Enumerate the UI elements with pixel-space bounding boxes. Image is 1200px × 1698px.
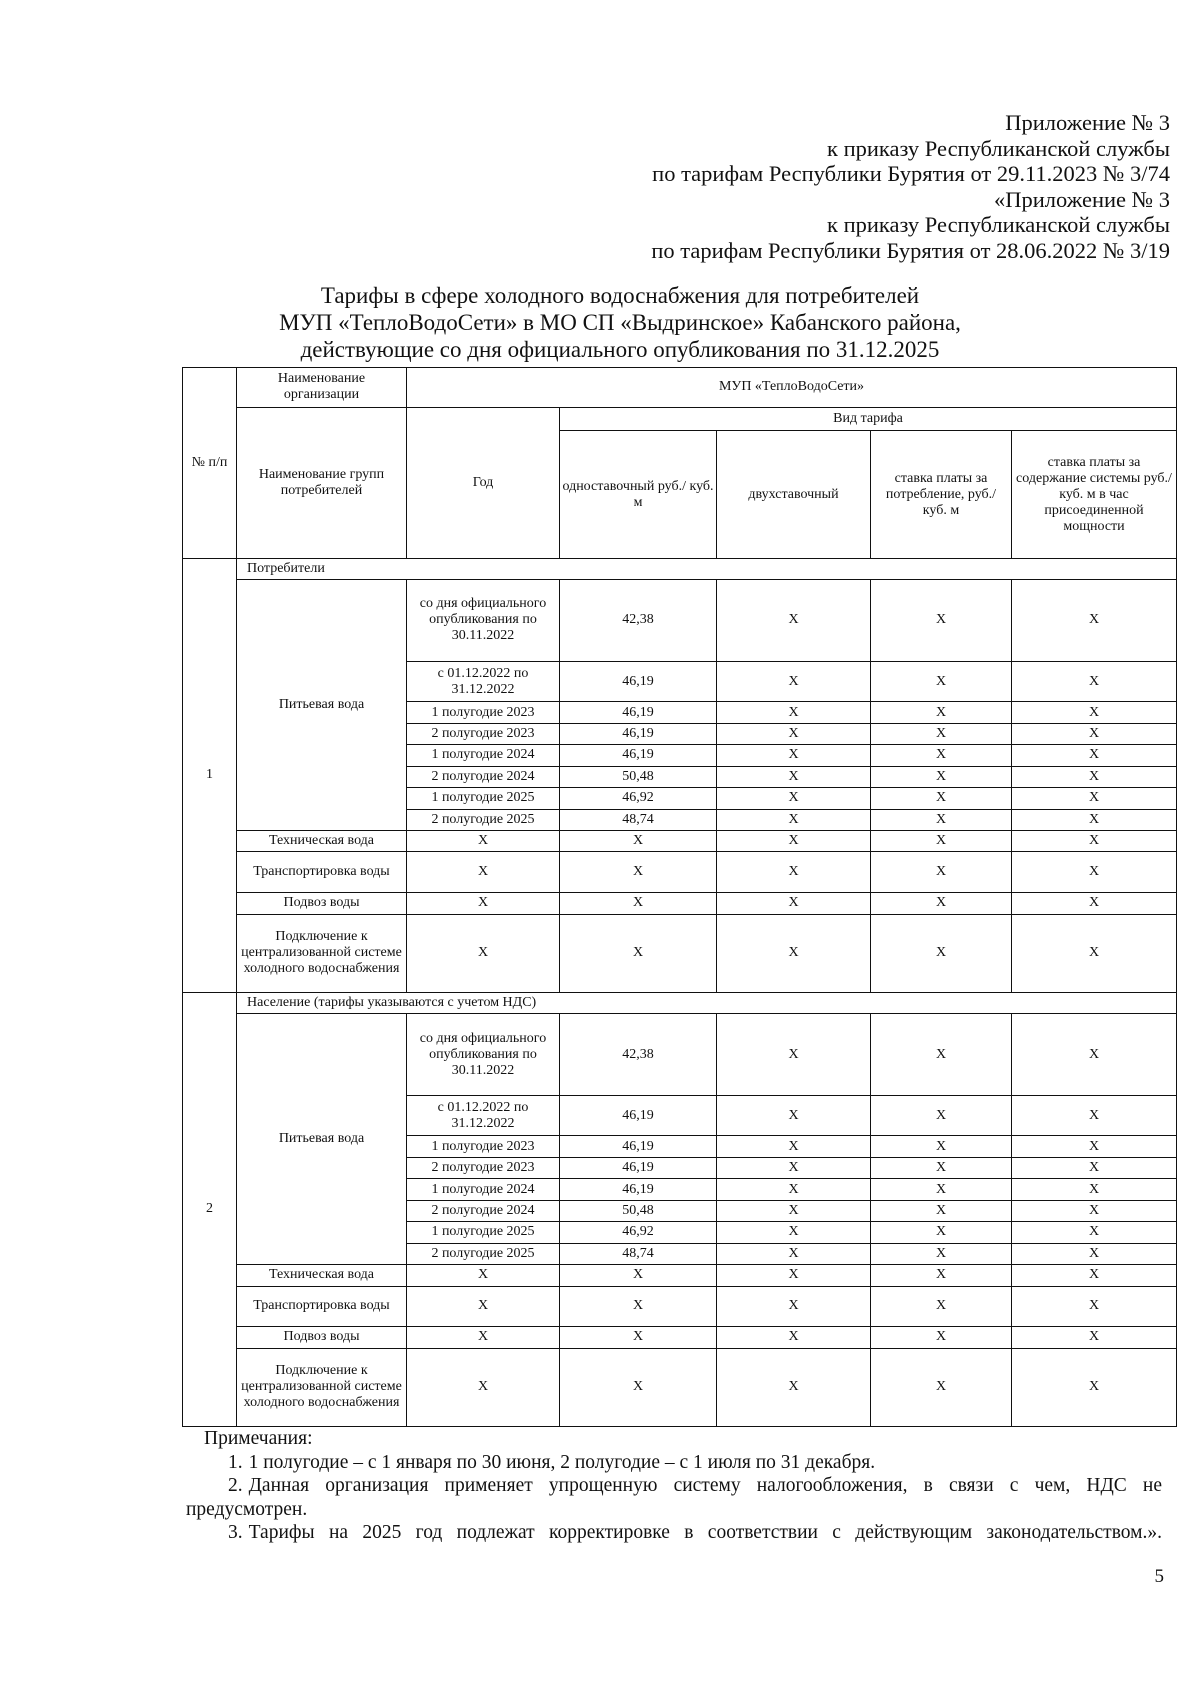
table-row (183, 1327, 1177, 1348)
one-rate-cell: Х (560, 1265, 717, 1286)
group-name-cell: Транспортировка воды (237, 1286, 407, 1327)
section-number: 1 (183, 558, 237, 992)
one-rate-cell: 46,19 (560, 1157, 717, 1178)
consumption-rate-cell: Х (871, 1136, 1012, 1157)
consumption-rate-cell: Х (871, 661, 1012, 702)
period-cell: Х (407, 831, 560, 852)
table-row (183, 1265, 1177, 1286)
capacity-rate-cell: Х (1012, 1222, 1177, 1243)
two-rate-cell: Х (717, 1286, 871, 1327)
two-rate-cell: Х (717, 1327, 871, 1348)
capacity-rate-cell: Х (1012, 788, 1177, 809)
one-rate-cell: 46,19 (560, 1179, 717, 1200)
capacity-rate-cell: Х (1012, 1179, 1177, 1200)
group-name-cell: Подвоз воды (237, 893, 407, 914)
two-rate-cell: Х (717, 1265, 871, 1286)
note-number: 2. (228, 1475, 243, 1496)
period-cell: 2 полугодие 2024 (407, 766, 560, 787)
period-cell: со дня официального опубликования по 30.11.2022 (407, 1014, 560, 1095)
header-year: Год (407, 407, 560, 558)
one-rate-cell: 46,19 (560, 745, 717, 766)
note-number: 1. (228, 1451, 243, 1473)
header-org-label: Наименование организации (237, 368, 407, 408)
two-rate-cell: Х (717, 788, 871, 809)
one-rate-cell: Х (560, 1286, 717, 1327)
two-rate-cell: Х (717, 1095, 871, 1136)
period-cell: Х (407, 1327, 560, 1348)
note-number: 3. (228, 1522, 243, 1543)
header-num: № п/п (183, 368, 237, 559)
table-row (183, 914, 1177, 992)
table-row (183, 1014, 1177, 1095)
group-name-cell: Подключение к централизованной системе холодного водоснабжения (237, 914, 407, 992)
one-rate-cell: Х (560, 831, 717, 852)
one-rate-cell: 46,92 (560, 1222, 717, 1243)
consumption-rate-cell: Х (871, 1286, 1012, 1327)
consumption-rate-cell: Х (871, 745, 1012, 766)
group-name-cell: Техническая вода (237, 1265, 407, 1286)
period-cell: 2 полугодие 2023 (407, 723, 560, 744)
header-capacity-rate: ставка платы за содержание системы руб./куб. м в час присоединенной мощности (1012, 431, 1177, 559)
two-rate-cell: Х (717, 852, 871, 893)
one-rate-cell: 42,38 (560, 1014, 717, 1095)
consumption-rate-cell: Х (871, 1095, 1012, 1136)
one-rate-cell: Х (560, 1348, 717, 1426)
period-cell: с 01.12.2022 по 31.12.2022 (407, 1095, 560, 1136)
table-row (183, 1348, 1177, 1426)
header-line: «Приложение № 3 (994, 186, 1170, 212)
section-number: 2 (183, 992, 237, 1426)
one-rate-cell: 46,19 (560, 702, 717, 723)
period-cell: 1 полугодие 2023 (407, 702, 560, 723)
two-rate-cell: Х (717, 893, 871, 914)
table-row (183, 852, 1177, 893)
period-cell: 2 полугодие 2023 (407, 1157, 560, 1178)
period-cell: 1 полугодие 2024 (407, 1179, 560, 1200)
consumption-rate-cell: Х (871, 1265, 1012, 1286)
consumption-rate-cell: Х (871, 1348, 1012, 1426)
notes (186, 1427, 1162, 1545)
one-rate-cell: 46,19 (560, 723, 717, 744)
period-cell: 1 полугодие 2025 (407, 788, 560, 809)
two-rate-cell: Х (717, 745, 871, 766)
notes-title: Примечания: (204, 1428, 313, 1449)
group-name-cell: Питьевая вода (237, 580, 407, 831)
table-row (183, 580, 1177, 661)
capacity-rate-cell: Х (1012, 1095, 1177, 1136)
header-line: к приказу Республиканской службы (827, 135, 1170, 161)
consumption-rate-cell: Х (871, 1327, 1012, 1348)
consumption-rate-cell: Х (871, 809, 1012, 830)
two-rate-cell: Х (717, 1348, 871, 1426)
group-name-cell: Подключение к централизованной системе холодного водоснабжения (237, 1348, 407, 1426)
page-number: 5 (1154, 1566, 1164, 1587)
note-text: 1 полугодие – с 1 января по 30 июня, 2 полугодие – с 1 июля по 31 декабря. (248, 1451, 876, 1473)
title-line: Тарифы в сфере холодного водоснабжения для потребителей (320, 283, 920, 308)
section-title: Потребители (237, 558, 1177, 579)
title-line: МУП «ТеплоВодоСети» в МО СП «Выдринское» Кабанского района, (279, 310, 961, 335)
table-body (183, 558, 1177, 1426)
consumption-rate-cell: Х (871, 580, 1012, 661)
capacity-rate-cell: Х (1012, 661, 1177, 702)
consumption-rate-cell: Х (871, 893, 1012, 914)
header-org-value: МУП «ТеплоВодоСети» (407, 368, 1177, 408)
consumption-rate-cell: Х (871, 852, 1012, 893)
capacity-rate-cell: Х (1012, 1014, 1177, 1095)
one-rate-cell: Х (560, 1327, 717, 1348)
two-rate-cell: Х (717, 831, 871, 852)
capacity-rate-cell: Х (1012, 893, 1177, 914)
note-text: Данная организация применяет упрощенную систему налогообложения, в связи с чем, НДС не предусмотрен. (186, 1475, 1162, 1520)
consumption-rate-cell: Х (871, 1179, 1012, 1200)
two-rate-cell: Х (717, 914, 871, 992)
period-cell: Х (407, 852, 560, 893)
one-rate-cell: 42,38 (560, 580, 717, 661)
table-row (183, 831, 1177, 852)
title-line: действующие со дня официального опубликования по 31.12.2025 (300, 337, 940, 362)
consumption-rate-cell: Х (871, 723, 1012, 744)
two-rate-cell: Х (717, 1179, 871, 1200)
one-rate-cell: 50,48 (560, 766, 717, 787)
consumption-rate-cell: Х (871, 1014, 1012, 1095)
one-rate-cell: 46,19 (560, 1095, 717, 1136)
capacity-rate-cell: Х (1012, 831, 1177, 852)
header-tariff-kind: Вид тарифа (560, 407, 1177, 431)
period-cell: со дня официального опубликования по 30.11.2022 (407, 580, 560, 661)
two-rate-cell: Х (717, 702, 871, 723)
consumption-rate-cell: Х (871, 1200, 1012, 1221)
table-header (183, 368, 1177, 559)
two-rate-cell: Х (717, 1222, 871, 1243)
capacity-rate-cell: Х (1012, 1200, 1177, 1221)
capacity-rate-cell: Х (1012, 1348, 1177, 1426)
section-title-row (183, 558, 1177, 579)
period-cell: Х (407, 1286, 560, 1327)
period-cell: Х (407, 914, 560, 992)
two-rate-cell: Х (717, 766, 871, 787)
capacity-rate-cell: Х (1012, 1157, 1177, 1178)
one-rate-cell: 48,74 (560, 809, 717, 830)
appendix-header (651, 110, 1170, 263)
consumption-rate-cell: Х (871, 788, 1012, 809)
note-item (186, 1521, 1162, 1545)
note-item (186, 1451, 1162, 1475)
consumption-rate-cell: Х (871, 702, 1012, 723)
table-row (183, 893, 1177, 914)
two-rate-cell: Х (717, 1243, 871, 1264)
capacity-rate-cell: Х (1012, 1243, 1177, 1264)
table-row (183, 1286, 1177, 1327)
one-rate-cell: Х (560, 914, 717, 992)
header-line: по тарифам Республики Бурятия от 29.11.2023 № 3/74 (652, 161, 1170, 186)
header-two-rate: двухставочный (717, 431, 871, 559)
period-cell: 1 полугодие 2025 (407, 1222, 560, 1243)
group-name-cell: Техническая вода (237, 831, 407, 852)
one-rate-cell: Х (560, 852, 717, 893)
one-rate-cell: 46,92 (560, 788, 717, 809)
capacity-rate-cell: Х (1012, 1136, 1177, 1157)
group-name-cell: Подвоз воды (237, 1327, 407, 1348)
capacity-rate-cell: Х (1012, 1286, 1177, 1327)
capacity-rate-cell: Х (1012, 1265, 1177, 1286)
capacity-rate-cell: Х (1012, 914, 1177, 992)
one-rate-cell: 50,48 (560, 1200, 717, 1221)
consumption-rate-cell: Х (871, 1243, 1012, 1264)
capacity-rate-cell: Х (1012, 702, 1177, 723)
one-rate-cell: Х (560, 893, 717, 914)
capacity-rate-cell: Х (1012, 766, 1177, 787)
two-rate-cell: Х (717, 661, 871, 702)
header-line: Приложение № 3 (1005, 110, 1170, 135)
two-rate-cell: Х (717, 1157, 871, 1178)
header-one-rate: одноставочный руб./ куб. м (560, 431, 717, 559)
capacity-rate-cell: Х (1012, 1327, 1177, 1348)
two-rate-cell: Х (717, 723, 871, 744)
capacity-rate-cell: Х (1012, 809, 1177, 830)
note-item (186, 1474, 1162, 1521)
header-consumption-rate: ставка платы за потребление, руб./ куб. м (871, 431, 1012, 559)
group-name-cell: Транспортировка воды (237, 852, 407, 893)
one-rate-cell: 46,19 (560, 1136, 717, 1157)
period-cell: Х (407, 1348, 560, 1426)
section-title-row (183, 992, 1177, 1013)
note-text: Тарифы на 2025 год подлежат корректировке в соответствии с действующим законодательством.». (248, 1522, 1162, 1543)
consumption-rate-cell: Х (871, 1157, 1012, 1178)
header-group: Наименование групп потребителей (237, 407, 407, 558)
period-cell: с 01.12.2022 по 31.12.2022 (407, 661, 560, 702)
period-cell: Х (407, 1265, 560, 1286)
capacity-rate-cell: Х (1012, 723, 1177, 744)
tariff-table (182, 367, 1177, 1427)
consumption-rate-cell: Х (871, 1222, 1012, 1243)
two-rate-cell: Х (717, 1200, 871, 1221)
consumption-rate-cell: Х (871, 914, 1012, 992)
consumption-rate-cell: Х (871, 766, 1012, 787)
capacity-rate-cell: Х (1012, 852, 1177, 893)
consumption-rate-cell: Х (871, 831, 1012, 852)
period-cell: 2 полугодие 2024 (407, 1200, 560, 1221)
document-title (180, 282, 1060, 363)
period-cell: 2 полугодие 2025 (407, 1243, 560, 1264)
two-rate-cell: Х (717, 809, 871, 830)
one-rate-cell: 48,74 (560, 1243, 717, 1264)
two-rate-cell: Х (717, 1136, 871, 1157)
header-line: к приказу Республиканской службы (827, 212, 1170, 237)
section-title: Население (тарифы указываются с учетом НДС) (237, 992, 1177, 1013)
two-rate-cell: Х (717, 580, 871, 661)
period-cell: 1 полугодие 2024 (407, 745, 560, 766)
capacity-rate-cell: Х (1012, 580, 1177, 661)
two-rate-cell: Х (717, 1014, 871, 1095)
period-cell: 1 полугодие 2023 (407, 1136, 560, 1157)
one-rate-cell: 46,19 (560, 661, 717, 702)
period-cell: Х (407, 893, 560, 914)
header-line: по тарифам Республики Бурятия от 28.06.2022 № 3/19 (651, 237, 1170, 263)
capacity-rate-cell: Х (1012, 745, 1177, 766)
group-name-cell: Питьевая вода (237, 1014, 407, 1265)
period-cell: 2 полугодие 2025 (407, 809, 560, 830)
